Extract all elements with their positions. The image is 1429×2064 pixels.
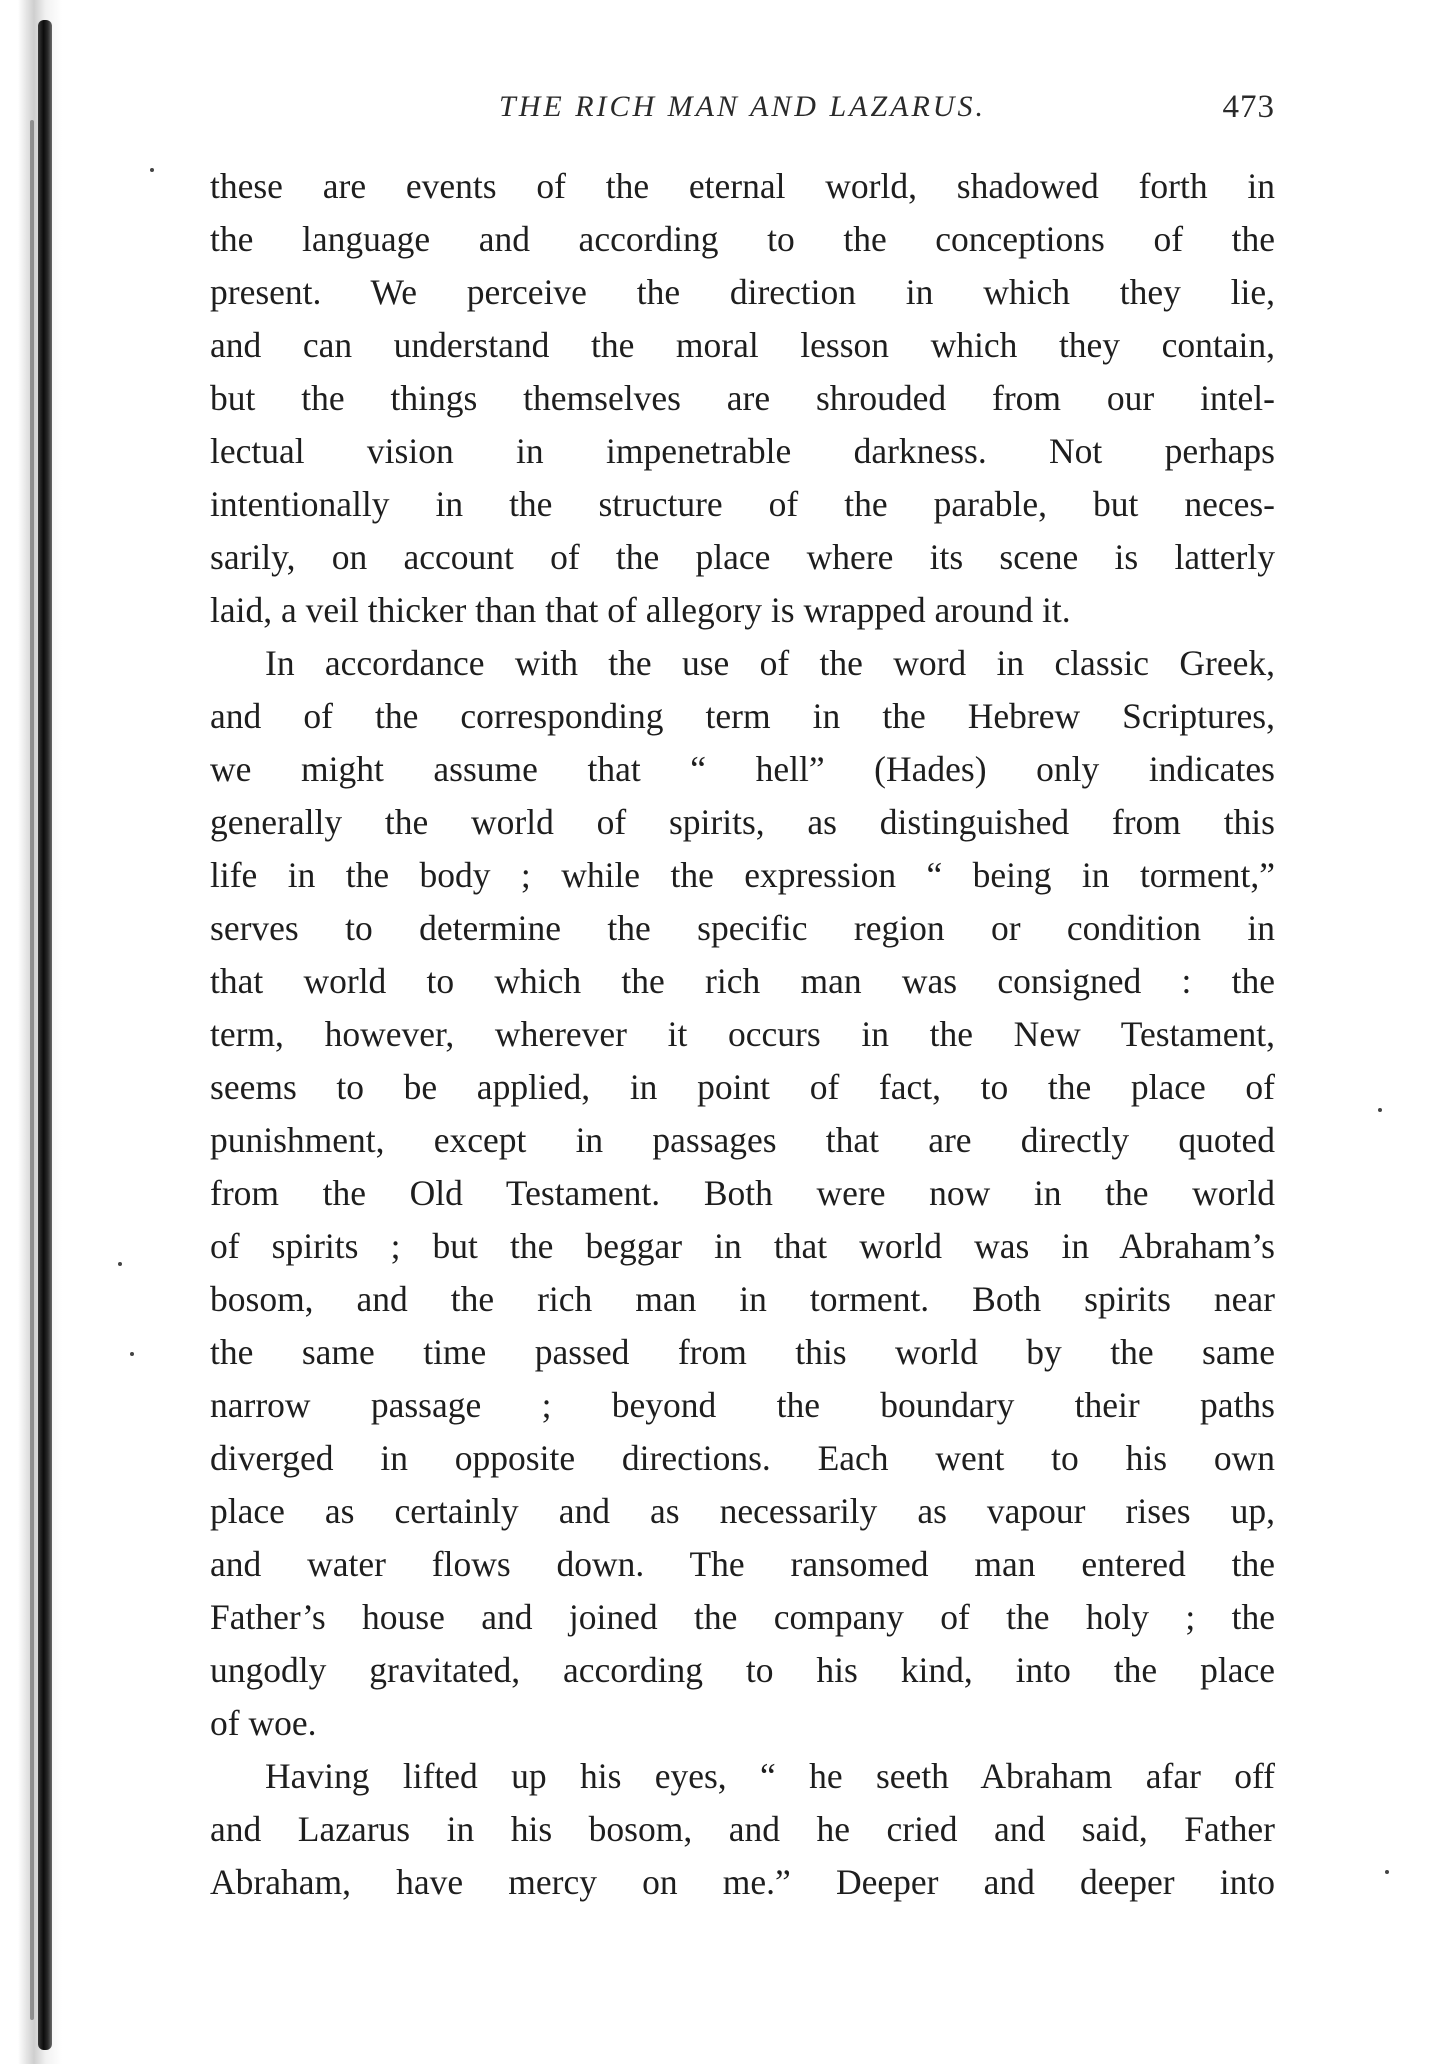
text-line: diverged in opposite directions. Each went to his own [210,1438,1275,1478]
text-line: serves to determine the specific region or condition in [210,908,1275,948]
body-text [210,160,1275,1909]
text-line: life in the body ; while the expression “ being in torment,” [210,855,1275,895]
text-line: of spirits ; but the beggar in that world was in Abraham’s [210,1226,1275,1266]
text-line: and of the corresponding term in the Hebrew Scriptures, [210,696,1275,736]
paragraph-start-line: In accordance with the use of the word in classic Greek, [265,643,1275,683]
page-header [210,82,1275,132]
text-line: intentionally in the structure of the parable, but neces- [210,484,1275,524]
text-line: term, however, wherever it occurs in the New Testament, [210,1014,1275,1054]
text-line: punishment, except in passages that are directly quoted [210,1120,1275,1160]
text-line: but the things themselves are shrouded from our intel- [210,378,1275,418]
text-line: seems to be applied, in point of fact, to the place of [210,1067,1275,1107]
binding-line [38,20,52,2050]
scan-speck [130,1352,134,1356]
text-line: Father’s house and joined the company of the holy ; the [210,1597,1275,1637]
running-head: THE RICH MAN AND LAZARUS. [499,90,986,123]
scan-speck [1385,1870,1389,1874]
text-line: we might assume that “ hell” (Hades) only indicates [210,749,1275,789]
text-line: present. We perceive the direction in which they lie, [210,272,1275,312]
text-line: ungodly gravitated, according to his kind, into the place [210,1650,1275,1690]
text-line: lectual vision in impenetrable darkness. Not perhaps [210,431,1275,471]
paragraph-start-line: Having lifted up his eyes, “ he seeth Abraham afar off [265,1756,1275,1796]
text-line: narrow passage ; beyond the boundary their paths [210,1385,1275,1425]
text-line: bosom, and the rich man in torment. Both spirits near [210,1279,1275,1319]
paragraph-end-line: laid, a veil thicker than that of allegory is wrapped around it. [210,590,1071,630]
binding-shadow [30,120,34,2020]
scan-speck [1378,1108,1382,1112]
text-line: place as certainly and as necessarily as vapour rises up, [210,1491,1275,1531]
text-line: and Lazarus in his bosom, and he cried and said, Father [210,1809,1275,1849]
text-line: the same time passed from this world by the same [210,1332,1275,1372]
text-line: the language and according to the conceptions of the [210,219,1275,259]
paragraph-end-line: of woe. [210,1703,317,1743]
text-line: and water flows down. The ransomed man entered the [210,1544,1275,1584]
text-line: generally the world of spirits, as distinguished from this [210,802,1275,842]
page-number: 473 [1222,89,1275,125]
text-line: these are events of the eternal world, shadowed forth in [210,166,1275,206]
text-line: sarily, on account of the place where its scene is latterly [210,537,1275,577]
text-line: from the Old Testament. Both were now in the world [210,1173,1275,1213]
text-line: that world to which the rich man was consigned : the [210,961,1275,1001]
scan-speck [150,168,154,172]
text-line: Abraham, have mercy on me.” Deeper and deeper into [210,1862,1275,1902]
scan-speck [118,1262,122,1266]
text-line: and can understand the moral lesson which they contain, [210,325,1275,365]
